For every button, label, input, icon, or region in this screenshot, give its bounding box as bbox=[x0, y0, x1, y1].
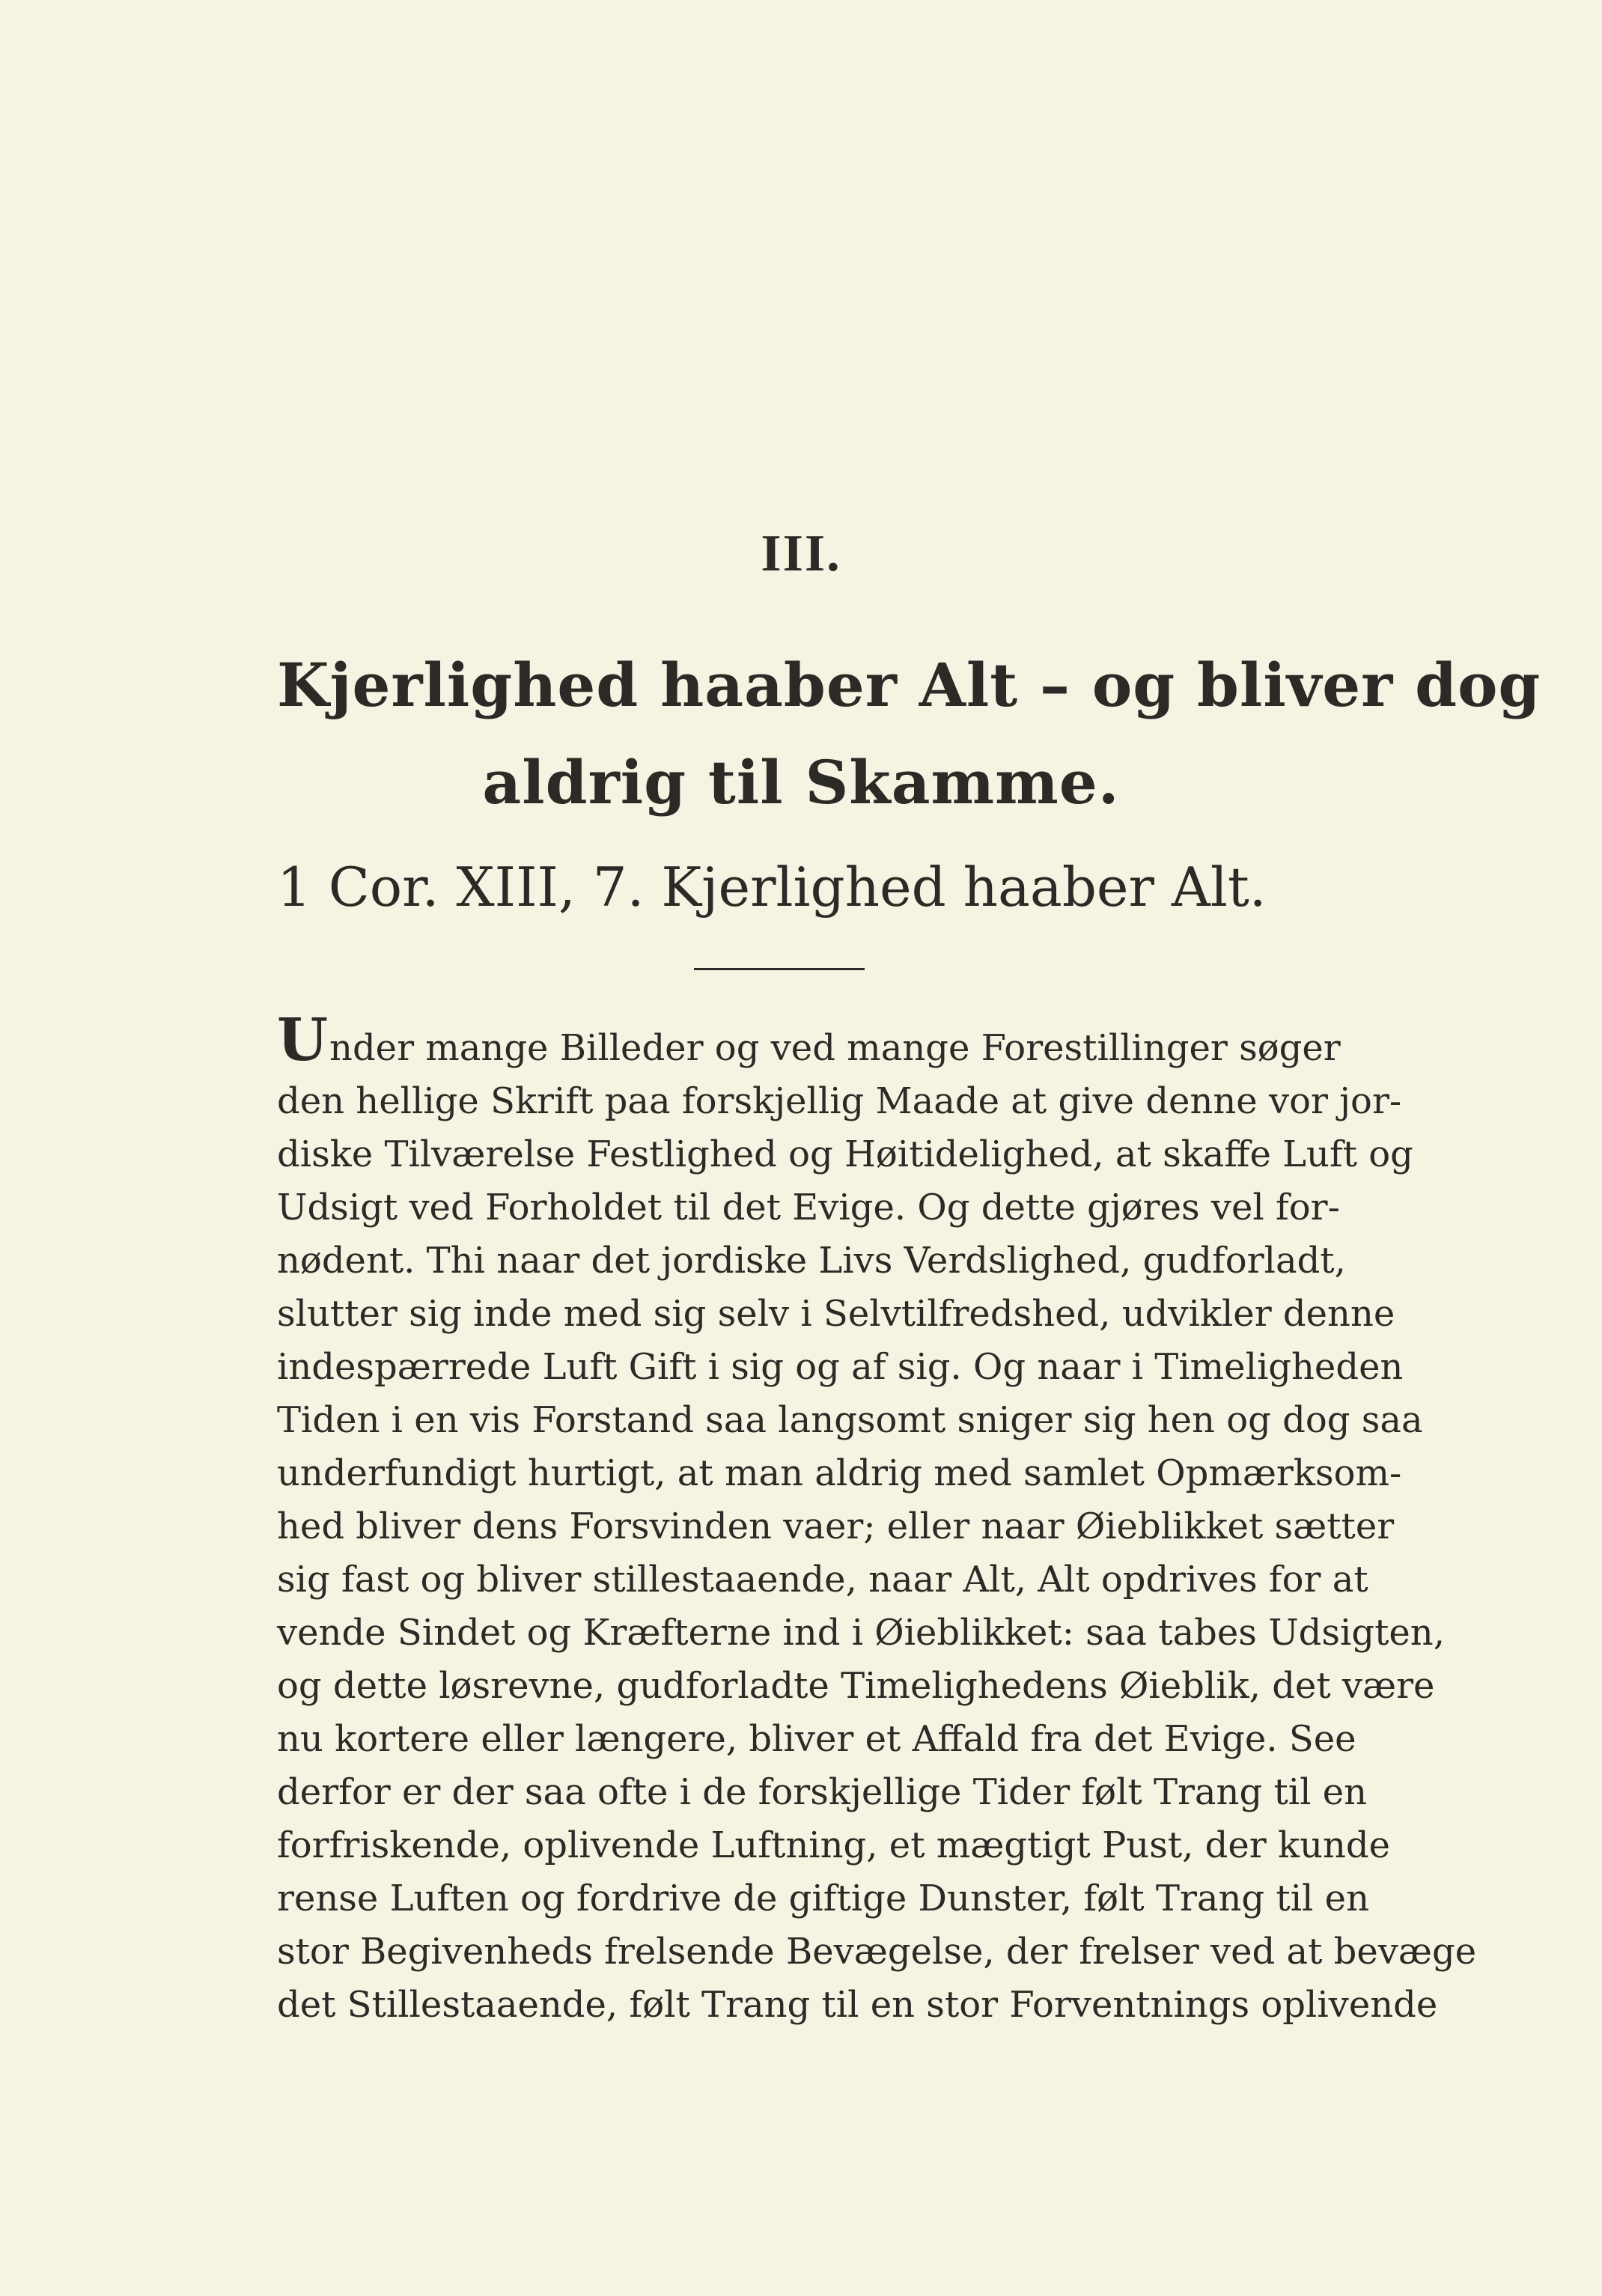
body-line: underfundigt hurtigt, at man aldrig med samlet Opmærksom- bbox=[277, 1452, 1402, 1494]
body-line: det Stillestaaende, følt Trang til en stor Forventnings oplivende bbox=[277, 1984, 1438, 2026]
body-line: stor Begivenheds frelsende Bevægelse, der frelser ved at bevæge bbox=[277, 1931, 1477, 1973]
body-line: nu kortere eller længere, bliver et Affald fra det Evige. See bbox=[277, 1718, 1356, 1760]
body-line: slutter sig inde med sig selv i Selvtilfredshed, udvikler denne bbox=[277, 1293, 1395, 1335]
body-line: indespærrede Luft Gift i sig og af sig. Og naar i Timeligheden bbox=[277, 1346, 1404, 1388]
chapter-number: III. bbox=[761, 525, 841, 582]
body-line: og dette løsrevne, gudforladte Timelighedens Øieblik, det være bbox=[277, 1665, 1435, 1707]
body-line: nødent. Thi naar det jordiske Livs Verdslighed, gudforladt, bbox=[277, 1240, 1346, 1282]
chapter-title-line-2: aldrig til Skamme. bbox=[482, 747, 1120, 817]
body-line: Udsigt ved Forholdet til det Evige. Og dette gjøres vel for- bbox=[277, 1187, 1340, 1228]
drop-initial: U bbox=[277, 1006, 329, 1074]
body-line: vende Sindet og Kræfterne ind i Øieblikket: saa tabes Udsigten, bbox=[277, 1612, 1445, 1654]
body-line: forfriskende, oplivende Luftning, et mægtigt Pust, der kunde bbox=[277, 1824, 1391, 1866]
section-divider bbox=[694, 968, 865, 970]
body-line: diske Tilværelse Festlighed og Høitidelighed, at skaffe Luft og bbox=[277, 1133, 1413, 1175]
body-line: sig fast og bliver stillestaaende, naar Alt, Alt opdrives for at bbox=[277, 1559, 1368, 1601]
body-line: derfor er der saa ofte i de forskjellige Tider følt Trang til en bbox=[277, 1771, 1368, 1813]
body-line-text: nder mange Billeder og ved mange Forestillinger søger bbox=[329, 1027, 1341, 1069]
body-line: hed bliver dens Forsvinden vaer; eller naar Øieblikket sætter bbox=[277, 1505, 1395, 1547]
body-line: Tiden i en vis Forstand saa langsomt sniger sig hen og dog saa bbox=[277, 1399, 1423, 1441]
scripture-reference: 1 Cor. XIII, 7. Kjerlighed haaber Alt. bbox=[277, 856, 1267, 919]
chapter-title bbox=[277, 636, 1541, 831]
body-line: rense Luften og fordrive de giftige Dunster, følt Trang til en bbox=[277, 1878, 1369, 1919]
chapter-title-line-1: Kjerlighed haaber Alt – og bliver dog bbox=[277, 650, 1541, 720]
body-text bbox=[277, 1006, 1477, 2032]
body-line: den hellige Skrift paa forskjellig Maade at give denne vor jor- bbox=[277, 1080, 1402, 1122]
body-line bbox=[277, 1006, 1341, 1075]
